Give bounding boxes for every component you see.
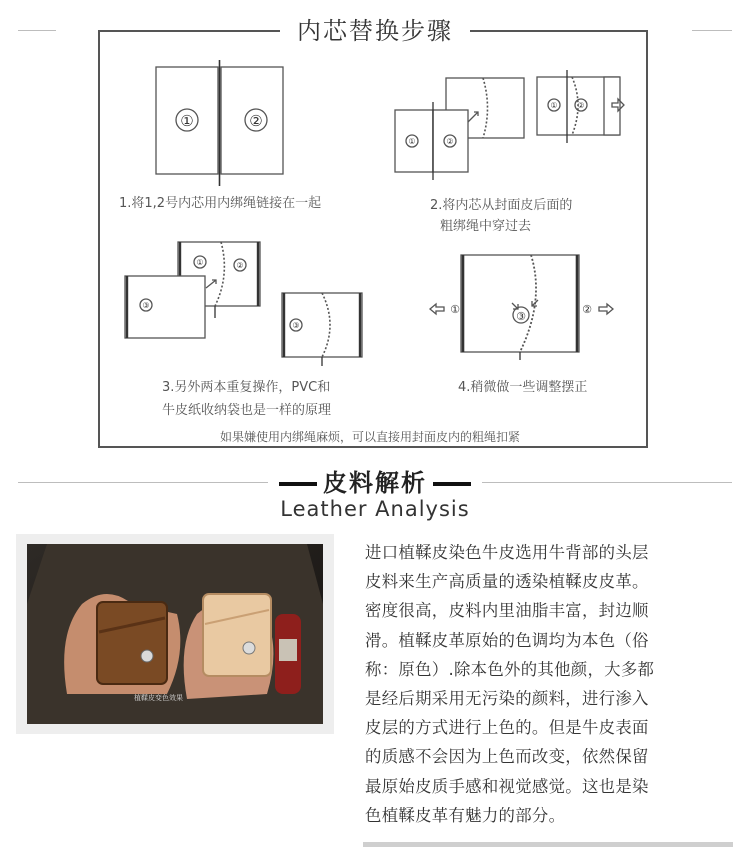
title-dash-right — [433, 482, 471, 486]
desc-line: 滑。植鞣皮革原始的色调均为本色（俗 — [365, 630, 649, 650]
step2-label-b: ② — [577, 101, 585, 110]
steps-footnote: 如果嫌使用内绑绳麻烦，可以直接用封面皮内的粗绳扣紧 — [220, 430, 521, 444]
step1-caption: 1.将1,2号内芯用内绑绳链接在一起 — [119, 196, 322, 211]
step3-label-c: ③ — [142, 301, 150, 310]
leather-description — [365, 538, 705, 830]
step2-label-c: ① — [408, 137, 416, 146]
step2-caption-line1: 2.将内芯从封面皮后面的 — [430, 198, 573, 213]
step3-caption-line2: 牛皮纸收纳袋也是一样的原理 — [162, 403, 332, 418]
bottom-divider — [363, 842, 733, 847]
step3-label-d: ③ — [292, 321, 300, 330]
step2-illustration — [395, 70, 624, 180]
desc-line: 称：原色）.除本色外的其他颜，大多都 — [365, 659, 655, 679]
analysis-title — [0, 463, 750, 498]
analysis-subtitle: Leather Analysis — [280, 497, 470, 521]
step3-label-a: ① — [196, 258, 204, 267]
desc-line: 进口植鞣皮染色牛皮选用牛背部的头层 — [365, 543, 649, 562]
desc-line: 皮料来生产高质量的透染植鞣皮皮革。 — [365, 572, 649, 592]
desc-line: 密度很高，皮料内里油脂丰富，封边顺 — [365, 601, 649, 621]
desc-line: 最原始皮质手感和视觉感觉。这也是染 — [365, 776, 649, 796]
step4-caption: 4.稍微做一些调整摆正 — [458, 380, 588, 395]
desc-line: 色植鞣皮革有魅力的部分。 — [365, 805, 566, 825]
step2-label-d: ② — [446, 137, 454, 146]
title-dash-left — [279, 482, 317, 486]
photo-caption: 植鞣皮变色效果 — [134, 694, 183, 702]
steps-title: 内芯替换步骤 — [280, 14, 470, 48]
step2-caption-line2: 粗绑绳中穿过去 — [440, 219, 532, 234]
step1-illustration — [156, 60, 283, 186]
step4-label-a: ① — [450, 303, 460, 316]
desc-line: 是经后期采用无污染的颜料，进行渗入 — [365, 689, 649, 709]
step2-label-a: ① — [550, 101, 558, 110]
step4-label-b: ③ — [516, 310, 526, 323]
step1-label-1: ① — [180, 112, 194, 130]
desc-line: 的质感不会因为上色而改变，依然保留 — [365, 747, 649, 767]
step3-label-b: ② — [236, 261, 244, 270]
analysis-title-text: 皮料解析 — [323, 469, 427, 497]
step1-label-2: ② — [249, 112, 263, 130]
step3-caption-line1: 3.另外两本重复操作，PVC和 — [162, 380, 331, 395]
step4-label-c: ② — [582, 303, 592, 316]
desc-line: 皮层的方式进行上色的。但是牛皮表面 — [365, 718, 649, 738]
